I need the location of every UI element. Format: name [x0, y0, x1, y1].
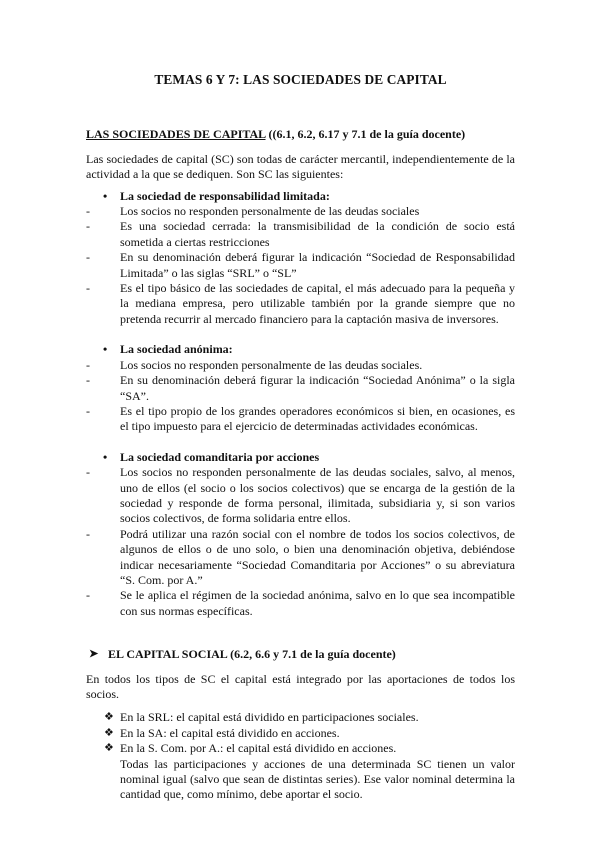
sca-list	[86, 465, 515, 619]
list-item-text: En la S. Com. por A.: el capital está dividido en acciones.	[120, 741, 397, 756]
bullet-icon: •	[103, 342, 108, 357]
sa-list	[86, 358, 515, 435]
section-heading-sociedades	[86, 127, 515, 142]
section-heading-capital-text: EL CAPITAL SOCIAL (6.2, 6.6 y 7.1 de la guía docente)	[108, 647, 396, 662]
sa-title-text: La sociedad anónima:	[120, 342, 233, 357]
list-item-text: En su denominación deberá figurar la indicación “Sociedad de Responsabilidad Limitada” o las siglas “SRL” o “SL”	[120, 250, 515, 280]
section-heading-title: LAS SOCIEDADES DE CAPITAL	[86, 127, 266, 142]
sca-title-text: La sociedad comanditaria por acciones	[120, 449, 320, 464]
bullet-icon: •	[103, 449, 108, 464]
list-item	[86, 527, 515, 589]
dash-icon: -	[86, 357, 90, 372]
list-item-text: Los socios no responden personalmente de las deudas sociales	[120, 204, 420, 219]
list-item-text: Es el tipo básico de las sociedades de capital, el más adecuado para la pequeña y la mediana empresa, pero utilizable también por la grande siempre que no pretenda recurrir al mercado financiero para la captación masiva de inversores.	[120, 281, 515, 326]
list-item	[86, 281, 515, 327]
list-item-text: En su denominación deberá figurar la indicación “Sociedad Anónima” o la sigla “SA”.	[120, 373, 515, 403]
list-item-text: Podrá utilizar una razón social con el nombre de todos los socios colectivos, de algunos de ellos o de uno solo, o bien una denominación objetiva, debiéndose indicar necesariamente “Sociedad Comanditaria por Acciones” o su abreviatura “S. Com. por A.”	[120, 526, 515, 587]
section-heading-ref: ((6.1, 6.2, 6.17 y 7.1 de la guía docente)	[265, 127, 466, 142]
dash-icon: -	[86, 250, 90, 265]
list-item	[86, 373, 515, 404]
page-title: TEMAS 6 Y 7: LAS SOCIEDADES DE CAPITAL	[154, 72, 447, 87]
capital-intro-paragraph: En todos los tipos de SC el capital está integrado por las aportaciones de todos los socios.	[86, 671, 515, 701]
dash-icon: -	[86, 373, 90, 388]
section-heading-capital	[86, 647, 515, 662]
srl-list	[86, 204, 515, 327]
list-item	[86, 358, 515, 373]
list-item	[86, 710, 515, 725]
list-item-text: Se le aplica el régimen de la sociedad anónima, salvo en lo que sea incompatible con sus normas específicas.	[120, 588, 515, 618]
dash-icon: -	[86, 204, 90, 219]
list-item-text: En la SA: el capital está dividido en acciones.	[120, 725, 340, 740]
dash-icon: -	[86, 465, 90, 480]
dash-icon: -	[86, 281, 90, 296]
arrow-right-icon: ➤	[89, 648, 99, 661]
list-item-text: Los socios no responden personalmente de las deudas sociales, salvo, al menos, uno de ellos (el socio o los socios colectivos) que se encarga de la gestión de la sociedad y responde de forma personal, ilimitada, subsidiaria y, si son varios socios colectivos, de forma solidaria entre ellos.	[120, 465, 515, 526]
capital-closing-paragraph: Todas las participaciones y acciones de una determinada SC tienen un valor nominal igual (salvo que sean de distintas series). Ese valor nominal determina la cantidad que, como mínimo, debe aportar el socio.	[120, 756, 515, 802]
list-item-text: En la SRL: el capital está dividido en participaciones sociales.	[120, 710, 419, 725]
list-item-text: Es el tipo propio de los grandes operadores económicos si bien, en ocasiones, es el tipo impuesto para el ejercicio de determinadas actividades económicas.	[120, 403, 515, 434]
dash-icon: -	[86, 526, 90, 541]
list-item	[86, 726, 515, 741]
list-item	[86, 741, 515, 756]
intro-paragraph: Las sociedades de capital (SC) son todas de carácter mercantil, independientemente de la actividad a la que se dediquen. Son SC las siguientes:	[86, 151, 515, 182]
sca-title	[86, 450, 515, 465]
list-item	[86, 250, 515, 281]
list-item	[86, 204, 515, 219]
list-item-text: Es una sociedad cerrada: la transmisibilidad de la condición de socio está sometida a ciertas restricciones	[120, 219, 515, 249]
list-item-text: Los socios no responden personalmente de las deudas sociales.	[120, 357, 423, 372]
diamond-bullet-icon: ❖	[104, 742, 114, 755]
srl-title	[86, 189, 515, 204]
dash-icon: -	[86, 588, 90, 603]
diamond-bullet-icon: ❖	[104, 711, 114, 724]
capital-list	[86, 710, 515, 756]
list-item	[86, 404, 515, 435]
sa-title	[86, 342, 515, 357]
dash-icon: -	[86, 403, 90, 418]
bullet-icon: •	[103, 188, 108, 203]
list-item	[86, 465, 515, 527]
dash-icon: -	[86, 219, 90, 234]
list-item	[86, 219, 515, 250]
diamond-bullet-icon: ❖	[104, 726, 114, 739]
list-item	[86, 588, 515, 619]
srl-title-text: La sociedad de responsabilidad limitada:	[120, 188, 330, 203]
